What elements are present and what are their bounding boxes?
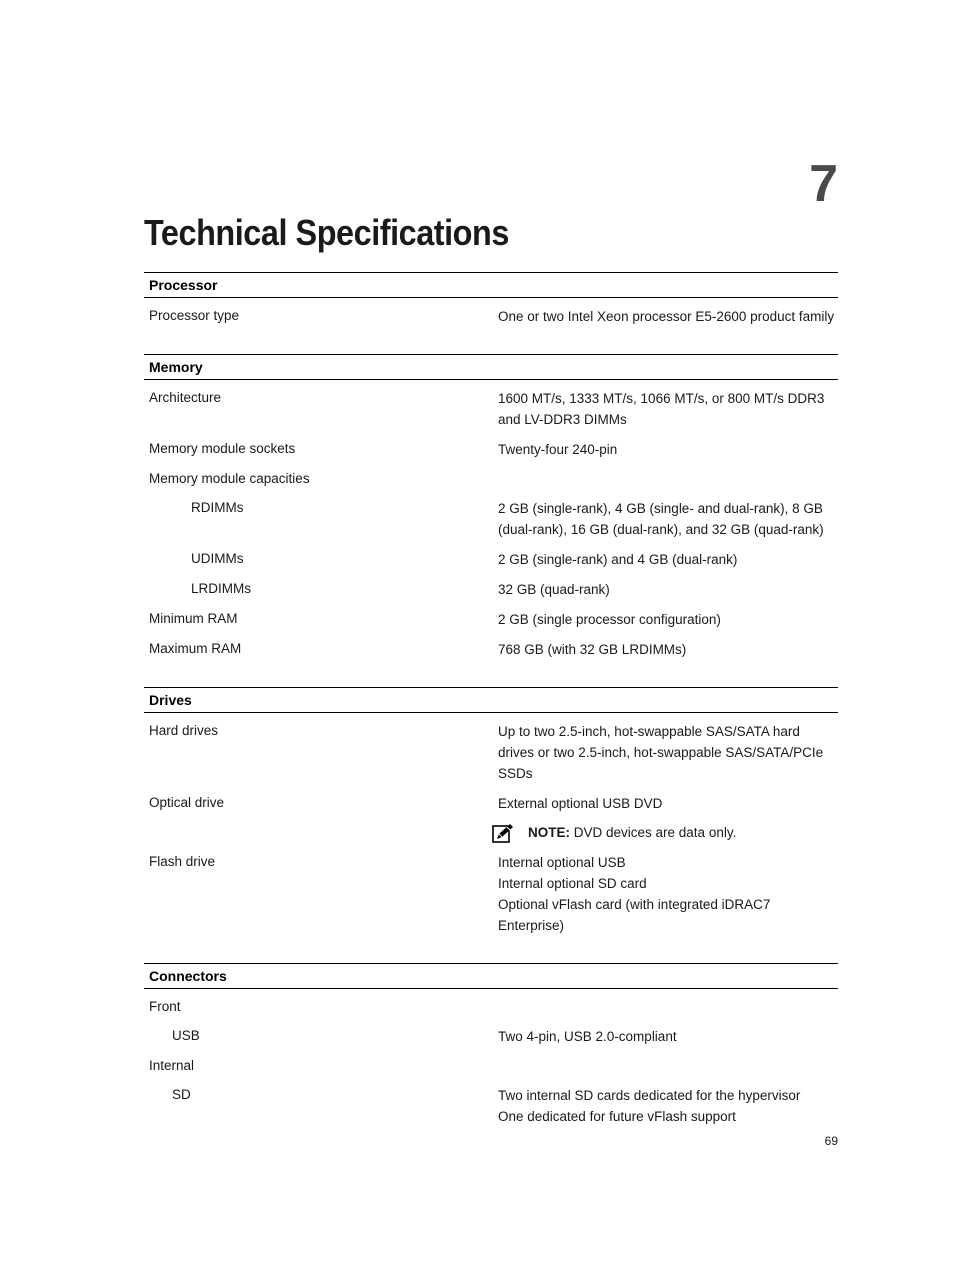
spec-value <box>498 1056 838 1076</box>
section-body <box>144 298 838 344</box>
spec-value <box>498 498 838 540</box>
spec-row <box>144 549 838 570</box>
spec-row <box>144 579 838 600</box>
spec-label: LRDIMMs <box>191 581 251 596</box>
spec-row <box>144 388 838 430</box>
spec-label: Internal <box>149 1058 195 1073</box>
spec-row <box>144 498 838 540</box>
spec-value <box>498 579 838 600</box>
note-row <box>144 823 838 843</box>
spec-label: Optical drive <box>149 795 225 810</box>
spec-label: Maximum RAM <box>149 641 242 656</box>
spec-row <box>144 439 838 460</box>
page-number: 69 <box>824 1134 838 1148</box>
spec-value-line: 32 GB (quad-rank) <box>498 582 610 597</box>
spec-label: SD <box>172 1087 191 1102</box>
spec-row <box>144 1056 838 1076</box>
spec-row <box>144 469 838 489</box>
section-body <box>144 380 838 677</box>
spec-label: USB <box>172 1028 200 1043</box>
spec-label: Architecture <box>149 390 222 405</box>
spec-section-processor <box>144 272 838 344</box>
spec-label: RDIMMs <box>191 500 244 515</box>
spec-value <box>498 306 838 327</box>
spec-row <box>144 721 838 784</box>
spec-section-memory <box>144 354 838 677</box>
spec-value-line: Internal optional SD card <box>498 876 647 891</box>
spec-value <box>498 388 838 430</box>
spec-row <box>144 609 838 630</box>
spec-value-line: Two internal SD cards dedicated for the hypervisor <box>498 1088 801 1103</box>
spec-label: Minimum RAM <box>149 611 238 626</box>
spec-value <box>498 852 838 936</box>
spec-value-line: Twenty-four 240-pin <box>498 442 618 457</box>
spec-value-line: One dedicated for future vFlash support <box>498 1109 736 1124</box>
spec-sections <box>144 272 838 1154</box>
section-header: Drives <box>144 687 838 713</box>
spec-section-drives <box>144 687 838 953</box>
spec-row <box>144 997 838 1017</box>
spec-value <box>498 609 838 630</box>
spec-label: Flash drive <box>149 854 216 869</box>
spec-value <box>498 721 838 784</box>
spec-value-line: 2 GB (single-rank) and 4 GB (dual-rank) <box>498 552 738 567</box>
spec-value <box>498 1085 838 1127</box>
chapter-number: 7 <box>809 155 838 213</box>
section-body <box>144 713 838 953</box>
spec-label: Memory module sockets <box>149 441 296 456</box>
spec-row <box>144 306 838 327</box>
spec-section-connectors <box>144 963 838 1144</box>
spec-row <box>144 639 838 660</box>
spec-row <box>144 793 838 814</box>
spec-value <box>498 1026 838 1047</box>
page-title: Technical Specifications <box>144 212 509 253</box>
note <box>498 823 838 843</box>
spec-value <box>498 469 838 489</box>
spec-value-line: One or two Intel Xeon processor E5-2600 product family <box>498 309 835 324</box>
spec-value <box>498 549 838 570</box>
spec-value <box>498 793 838 814</box>
spec-value-line: Internal optional USB <box>498 855 626 870</box>
spec-value <box>498 439 838 460</box>
spec-row <box>144 1085 838 1127</box>
spec-value <box>498 997 838 1017</box>
spec-value-line: Optional vFlash card (with integrated iDRAC7 Enterprise) <box>498 897 771 933</box>
spec-row <box>144 852 838 936</box>
note-text <box>528 823 736 843</box>
spec-label: Front <box>149 999 181 1014</box>
note-prefix: NOTE: <box>528 825 570 840</box>
spec-value-line: External optional USB DVD <box>498 796 663 811</box>
spec-label: UDIMMs <box>191 551 244 566</box>
spec-label: Memory module capacities <box>149 471 310 486</box>
note-body: DVD devices are data only. <box>570 825 737 840</box>
spec-row <box>144 1026 838 1047</box>
spec-label: Hard drives <box>149 723 219 738</box>
spec-label: Processor type <box>149 308 240 323</box>
spec-value-line: Two 4-pin, USB 2.0-compliant <box>498 1029 677 1044</box>
section-body <box>144 989 838 1144</box>
spec-value-line: 768 GB (with 32 GB LRDIMMs) <box>498 642 687 657</box>
spec-value <box>498 639 838 660</box>
section-header: Memory <box>144 354 838 380</box>
spec-value-line: 1600 MT/s, 1333 MT/s, 1066 MT/s, or 800 MT/s DDR3 and LV-DDR3 DIMMs <box>498 391 825 427</box>
section-header: Connectors <box>144 963 838 989</box>
spec-value-line: 2 GB (single processor configuration) <box>498 612 721 627</box>
note-pencil-icon <box>492 823 514 843</box>
spec-value-line: Up to two 2.5-inch, hot-swappable SAS/SATA hard drives or two 2.5-inch, hot-swappable SAS/SATA/PCIe SSDs <box>498 724 824 781</box>
section-header: Processor <box>144 272 838 298</box>
note-spacer <box>144 823 498 843</box>
spec-value-line: 2 GB (single-rank), 4 GB (single- and dual-rank), 8 GB (dual-rank), 16 GB (dual-rank), and 32 GB (quad-rank) <box>498 501 824 537</box>
